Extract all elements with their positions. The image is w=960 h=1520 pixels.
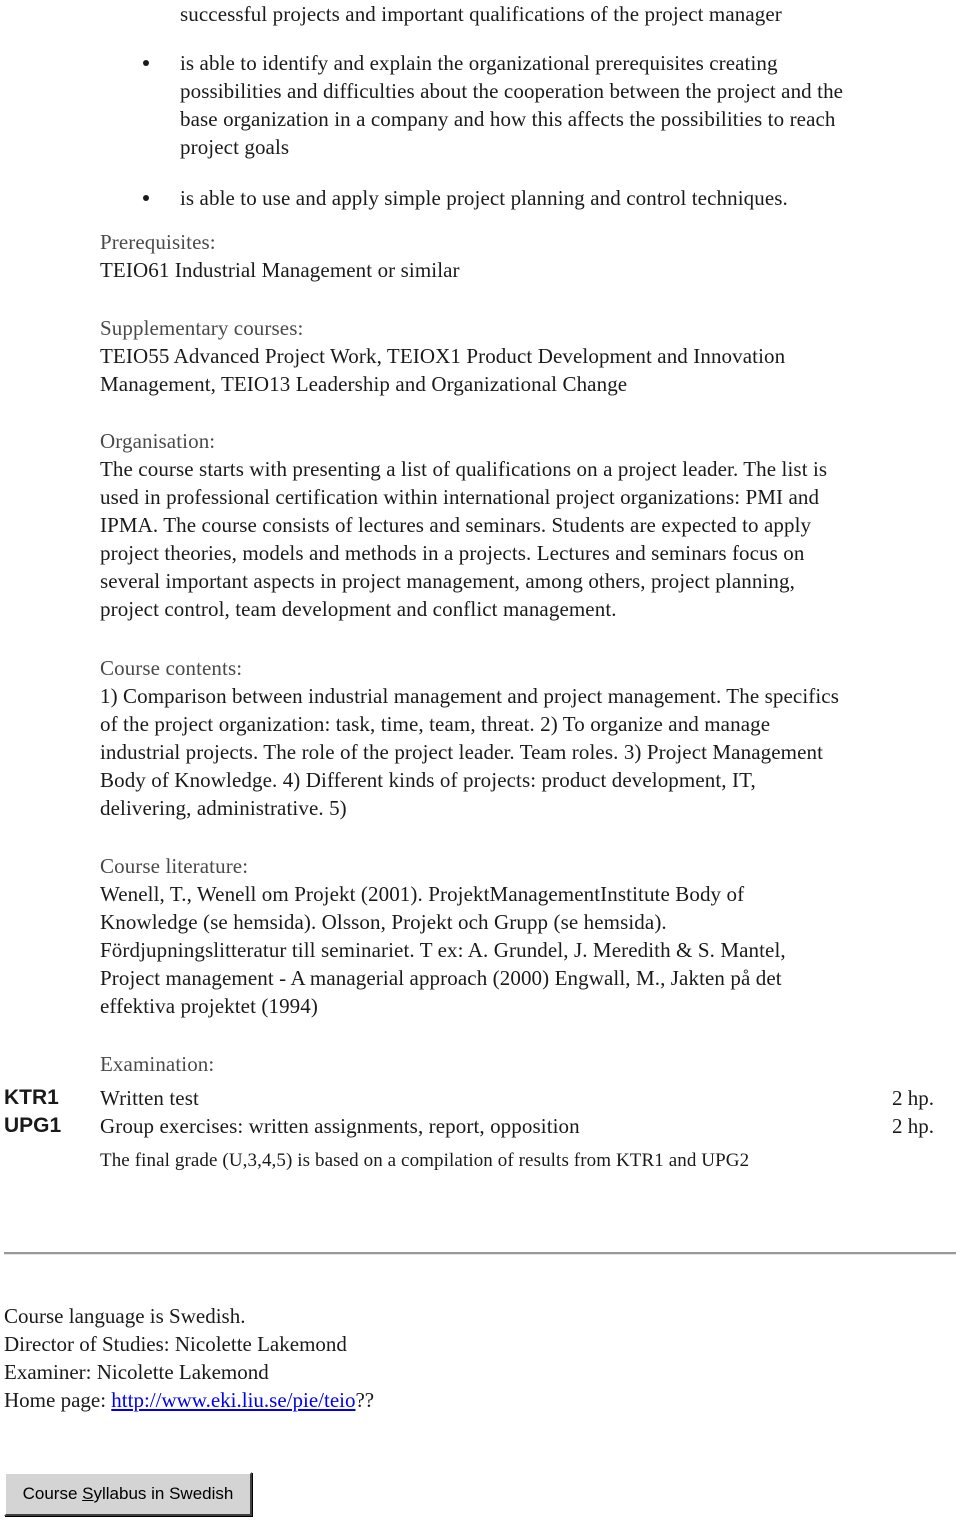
button-label-post: yllabus in Swedish	[93, 1484, 234, 1503]
bullet-icon	[143, 195, 149, 201]
section-line: delivering, administrative. 5)	[100, 796, 347, 820]
outcome-line: is able to use and apply simple project planning and control techniques.	[180, 186, 788, 210]
section-heading-course-literature: Course literature:	[100, 854, 249, 878]
home-page-suffix: ??	[355, 1388, 375, 1412]
director-of-studies: Director of Studies: Nicolette Lakemond	[4, 1332, 347, 1356]
outcome-line: possibilities and difficulties about the cooperation between the project and the	[180, 79, 844, 103]
exam-credits: 2 hp.	[892, 1086, 934, 1110]
outcome-line: is able to identify and explain the organizational prerequisites creating	[180, 51, 778, 75]
section-line: Body of Knowledge. 4) Different kinds of projects: product development, IT,	[100, 768, 756, 792]
course-syllabus-swedish-button[interactable]	[4, 1472, 252, 1516]
bullet-icon	[143, 60, 149, 66]
outcome-line: base organization in a company and how this affects the possibilities to reach	[180, 107, 836, 131]
section-line: Fördjupningslitteratur till seminariet. T ex: A. Grundel, J. Meredith & S. Mantel,	[100, 938, 786, 962]
section-heading-prerequisites: Prerequisites:	[100, 230, 216, 254]
section-line: project theories, models and methods in a projects. Lectures and seminars focus on	[100, 541, 805, 565]
section-line: Knowledge (se hemsida). Olsson, Projekt och Grupp (se hemsida).	[100, 910, 667, 934]
section-line: TEIO55 Advanced Project Work, TEIOX1 Product Development and Innovation	[100, 344, 786, 368]
section-line: Project management - A managerial approach (2000) Engwall, M., Jakten på det	[100, 966, 782, 990]
button-label-accelerator: S	[82, 1484, 94, 1503]
outcome-line: project goals	[180, 135, 290, 159]
section-heading-course-contents: Course contents:	[100, 656, 243, 680]
section-line: industrial projects. The role of the project leader. Team roles. 3) Project Management	[100, 740, 824, 764]
home-page	[4, 1386, 374, 1414]
section-heading-organisation: Organisation:	[100, 429, 216, 453]
exam-grade-note: The final grade (U,3,4,5) is based on a compilation of results from KTR1 and UPG2	[100, 1150, 750, 1171]
home-page-label: Home page:	[4, 1388, 112, 1412]
section-line: The course starts with presenting a list of qualifications on a project leader. The list is	[100, 457, 828, 481]
home-page-link[interactable]: http://www.eki.liu.se/pie/teio	[111, 1388, 356, 1412]
exam-description: Group exercises: written assignments, report, opposition	[100, 1114, 580, 1138]
section-line: of the project organization: task, time, team, threat. 2) To organize and manage	[100, 712, 771, 736]
exam-description: Written test	[100, 1086, 199, 1110]
exam-code: KTR1	[4, 1086, 59, 1109]
section-line: effektiva projektet (1994)	[100, 994, 318, 1018]
section-heading-examination: Examination:	[100, 1052, 215, 1076]
horizontal-rule	[4, 1252, 956, 1255]
section-line: IPMA. The course consists of lectures and seminars. Students are expected to apply	[100, 513, 812, 537]
button-label-pre: Course	[22, 1484, 83, 1503]
outcome-line: successful projects and important qualifications of the project manager	[180, 2, 782, 26]
section-line: used in professional certification within international project organizations: PMI and	[100, 485, 820, 509]
section-line: Management, TEIO13 Leadership and Organizational Change	[100, 372, 628, 396]
examiner: Examiner: Nicolette Lakemond	[4, 1360, 269, 1384]
section-heading-supplementary: Supplementary courses:	[100, 316, 304, 340]
section-line: several important aspects in project management, among others, project planning,	[100, 569, 795, 593]
exam-code: UPG1	[4, 1114, 62, 1137]
section-line: 1) Comparison between industrial management and project management. The specifics	[100, 684, 839, 708]
section-line: Wenell, T., Wenell om Projekt (2001). ProjektManagementInstitute Body of	[100, 882, 745, 906]
section-line: project control, team development and conflict management.	[100, 597, 617, 621]
exam-credits: 2 hp.	[892, 1114, 934, 1138]
section-line: TEIO61 Industrial Management or similar	[100, 258, 460, 282]
course-language: Course language is Swedish.	[4, 1304, 246, 1328]
